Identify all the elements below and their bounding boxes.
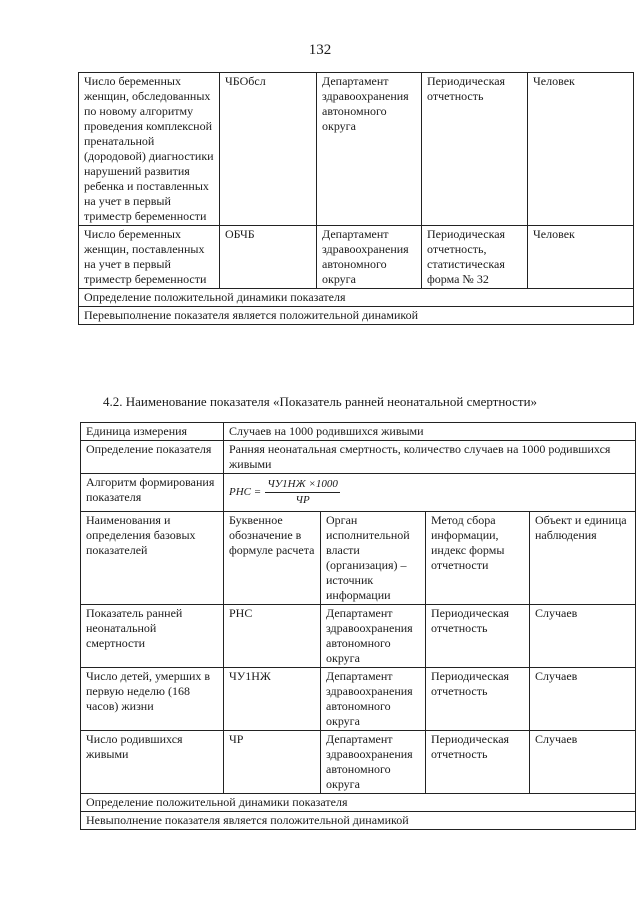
collection-method-cell: Периодическая отчетность bbox=[426, 731, 530, 794]
table-row bbox=[81, 605, 636, 668]
table-row bbox=[79, 73, 634, 226]
indicator-code-cell: ОБЧБ bbox=[220, 226, 317, 289]
formula-denominator: ЧР bbox=[295, 494, 310, 506]
indicator-name-cell: Число беременных женщин, обследованных по новому алгоритму проведения комплексной пренатальной (дородовой) диагностики нарушений развития ребенка и поставленных на учет в первый триместр беременности bbox=[79, 73, 220, 226]
definition-row bbox=[81, 441, 636, 474]
collection-method-cell: Периодическая отчетность bbox=[426, 605, 530, 668]
indicator-table-1 bbox=[78, 72, 634, 325]
formula-fraction bbox=[265, 477, 340, 508]
indicator-table-2 bbox=[80, 422, 636, 830]
observation-unit-cell: Человек bbox=[528, 226, 634, 289]
column-header: Метод сбора информации, индекс формы отчетности bbox=[426, 512, 530, 605]
formula-numerator: ЧУ1НЖ ×1000 bbox=[265, 477, 340, 493]
dynamics-definition-row bbox=[81, 794, 636, 812]
indicator-code-cell: РНС bbox=[224, 605, 321, 668]
definition-label: Определение показателя bbox=[81, 441, 224, 474]
observation-unit-cell: Случаев bbox=[530, 605, 636, 668]
observation-unit-cell: Случаев bbox=[530, 731, 636, 794]
table-row bbox=[81, 731, 636, 794]
observation-unit-cell: Человек bbox=[528, 73, 634, 226]
indicator-name-cell: Число беременных женщин, поставленных на учет в первый триместр беременности bbox=[79, 226, 220, 289]
collection-method-cell: Периодическая отчетность, статистическая форма № 32 bbox=[422, 226, 528, 289]
table-row bbox=[81, 668, 636, 731]
collection-method-cell: Периодическая отчетность bbox=[422, 73, 528, 226]
dynamics-definition-label: Определение положительной динамики показателя bbox=[79, 289, 634, 307]
page-number: 132 bbox=[308, 42, 332, 58]
indicator-code-cell: ЧУ1НЖ bbox=[224, 668, 321, 731]
header-row bbox=[81, 512, 636, 605]
information-source-cell: Департамент здравоохранения автономного округа bbox=[317, 73, 422, 226]
unit-value: Случаев на 1000 родившихся живыми bbox=[224, 423, 636, 441]
indicator-code-cell: ЧР bbox=[224, 731, 321, 794]
dynamics-value-row bbox=[81, 812, 636, 830]
dynamics-value: Невыполнение показателя является положительной динамикой bbox=[81, 812, 636, 830]
unit-label: Единица измерения bbox=[81, 423, 224, 441]
indicator-code-cell: ЧБОбсл bbox=[220, 73, 317, 226]
indicator-name-cell: Показатель ранней неонатальной смертности bbox=[81, 605, 224, 668]
formula bbox=[229, 475, 340, 510]
section-heading: 4.2. Наименование показателя «Показатель ранней неонатальной смертности» bbox=[102, 394, 538, 409]
dynamics-value: Перевыполнение показателя является положительной динамикой bbox=[79, 307, 634, 325]
algorithm-label: Алгоритм формирования показателя bbox=[81, 474, 224, 512]
dynamics-definition-row bbox=[79, 289, 634, 307]
dynamics-value-row bbox=[79, 307, 634, 325]
information-source-cell: Департамент здравоохранения автономного округа bbox=[321, 731, 426, 794]
dynamics-definition-label: Определение положительной динамики показателя bbox=[81, 794, 636, 812]
information-source-cell: Департамент здравоохранения автономного округа bbox=[321, 668, 426, 731]
column-header: Буквенное обозначение в формуле расчета bbox=[224, 512, 321, 605]
column-header: Наименования и определения базовых показателей bbox=[81, 512, 224, 605]
formula-lhs: РНС = bbox=[229, 486, 262, 498]
indicator-name-cell: Число детей, умерших в первую неделю (168 часов) жизни bbox=[81, 668, 224, 731]
information-source-cell: Департамент здравоохранения автономного округа bbox=[317, 226, 422, 289]
collection-method-cell: Периодическая отчетность bbox=[426, 668, 530, 731]
column-header: Объект и единица наблюдения bbox=[530, 512, 636, 605]
algorithm-row bbox=[81, 474, 636, 512]
table-row bbox=[79, 226, 634, 289]
formula-cell bbox=[224, 474, 636, 512]
indicator-name-cell: Число родившихся живыми bbox=[81, 731, 224, 794]
observation-unit-cell: Случаев bbox=[530, 668, 636, 731]
unit-row bbox=[81, 423, 636, 441]
information-source-cell: Департамент здравоохранения автономного округа bbox=[321, 605, 426, 668]
definition-value: Ранняя неонатальная смертность, количество случаев на 1000 родившихся живыми bbox=[224, 441, 636, 474]
column-header: Орган исполнительной власти (организация) – источник информации bbox=[321, 512, 426, 605]
